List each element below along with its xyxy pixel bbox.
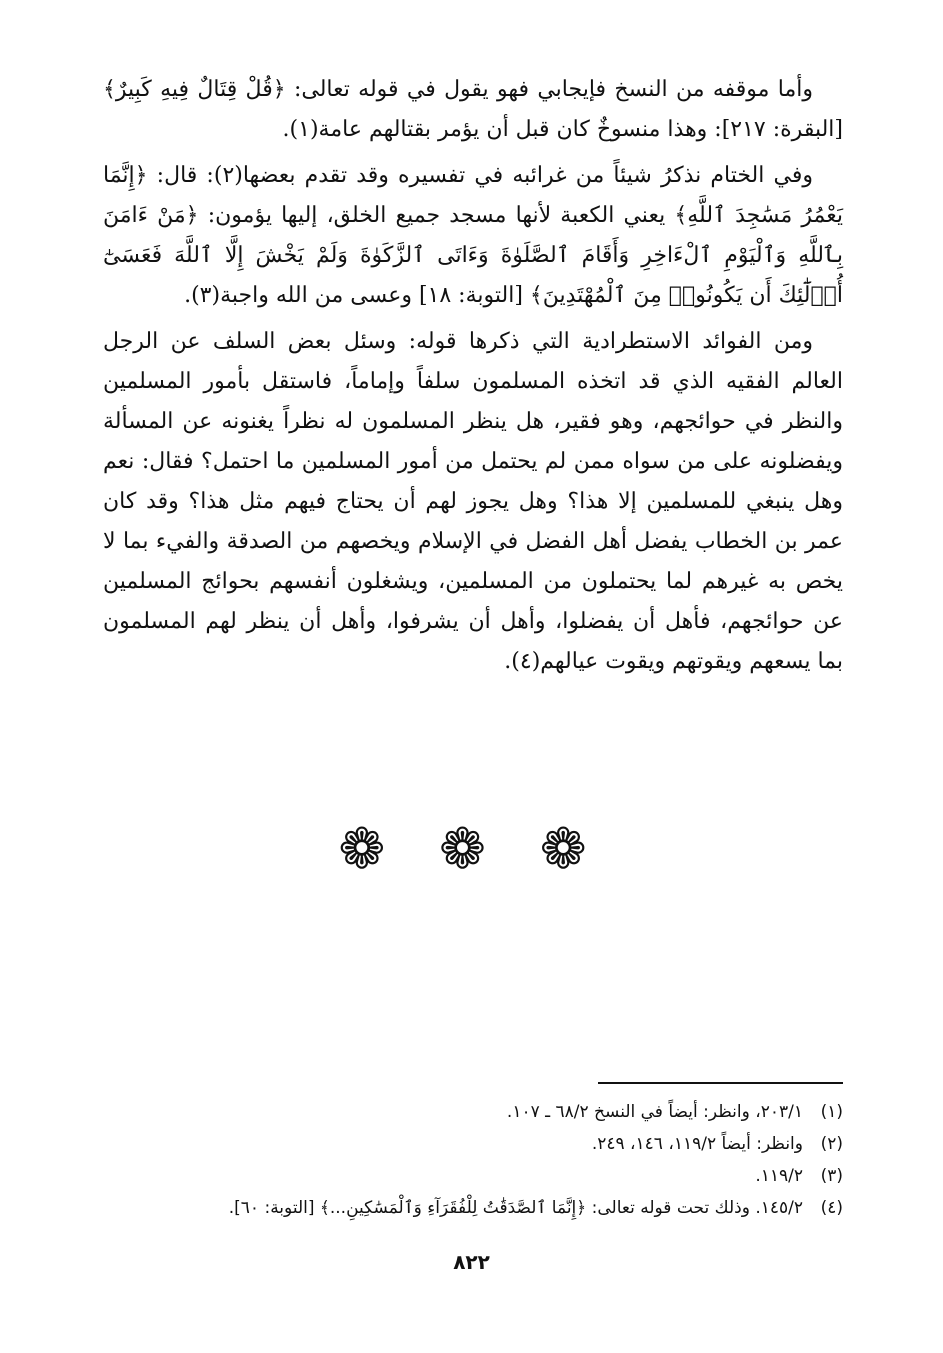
footnotes (103, 1096, 843, 1224)
footnote-number: (٣) (820, 1166, 843, 1186)
paragraph-oddities: وفي الختام نذكرُ شيئاً من غرائبه في تفسيره وقد تقدم بعضها(٢): قال: ﴿إِنَّمَا يَعْمُرُ مَسَٰجِدَ ٱللَّهِ﴾ يعني الكعبة لأنها مسجد جميع الخلق، إليها يؤمون: ﴿مَنْ ءَامَنَ بِٱللَّهِ وَٱلْيَوْمِ ٱلْءَاخِرِ وَأَقَامَ ٱلصَّلَوٰةَ وَءَاتَى ٱلزَّكَوٰةَ وَلَمْ يَخْشَ إِلَّا ٱللَّهَ فَعَسَىٰٓ أُو۟لَٰٓئِكَ أَن يَكُونُوا۟ مِنَ ٱلْمُهْتَدِينَ﴾ [التوبة: ١٨] وعسى من الله واجبة(٣). (103, 163, 843, 308)
paragraph-abrogation: وأما موقفه من النسخ فإيجابي فهو يقول في قوله تعالى: ﴿قُلْ قِتَالٌ فِيهِ كَبِيرٌ﴾ [البقرة: ٢١٧]: وهذا منسوخٌ كان قبل أن يؤمر بقتالهم عامة(١). (103, 77, 843, 142)
footnote-item (103, 1192, 843, 1224)
footnote-number: (١) (820, 1102, 843, 1122)
footnote-item (103, 1096, 843, 1128)
footnote-separator (598, 1082, 843, 1084)
footnote-text: ١١٩/٢. (755, 1166, 803, 1186)
footnote-text: وانظر: أيضاً ١١٩/٢، ١٤٦، ٢٤٩. (591, 1134, 803, 1154)
footnote-number: (٢) (820, 1134, 843, 1154)
footnote-item (103, 1160, 843, 1192)
main-text (103, 70, 843, 688)
page-number: ٨٢٢ (453, 1250, 490, 1274)
paragraph-digressive-benefits: ومن الفوائد الاستطرادية التي ذكرها قوله: وسئل بعض السلف عن الرجل العالم الفقيه الذي قد اتخذه المسلمون سلفاً وإماماً، فاستقل بأمور المسلمين والنظر في حوائجهم، وهو فقير، هل ينظر المسلمون له نظراً يغنونه عن المسألة ويفضلونه على من سواه ممن لم يحتمل من أمور المسلمين ما احتمل؟ فقال: نعم وهل ينبغي للمسلمين إلا هذا؟ وهل يجوز لهم أن يحتاج فيهم مثل هذا؟ وقد كان عمر بن الخطاب يفضل أهل الفضل في الإسلام ويخصهم من الصدقة والفيء بما لا يخص به غيرهم لما يحتملون من المسلمين، ويشغلون أنفسهم بحوائج المسلمين عن حوائجهم، فأهل أن يفضلوا، وأهل أن يشرفوا، وأهل أن ينظر لهم المسلمون بما يسعهم ويقوتهم ويقوت عيالهم(٤). (103, 329, 843, 674)
footnote-item (103, 1128, 843, 1160)
section-ornament: ❁ ❁ ❁ (338, 817, 605, 882)
footnote-text: ١٤٥/٢. وذلك تحت قوله تعالى: ﴿إِنَّمَا ٱلصَّدَقَٰتُ لِلْفُقَرَآءِ وَٱلْمَسَٰكِينِ...﴾ [التوبة: ٦٠]. (228, 1198, 803, 1218)
footnote-text: ٢٠٣/١، وانظر: أيضاً في النسخ ٦٨/٢ ـ ١٠٧. (506, 1102, 803, 1122)
footnote-number: (٤) (820, 1198, 843, 1218)
